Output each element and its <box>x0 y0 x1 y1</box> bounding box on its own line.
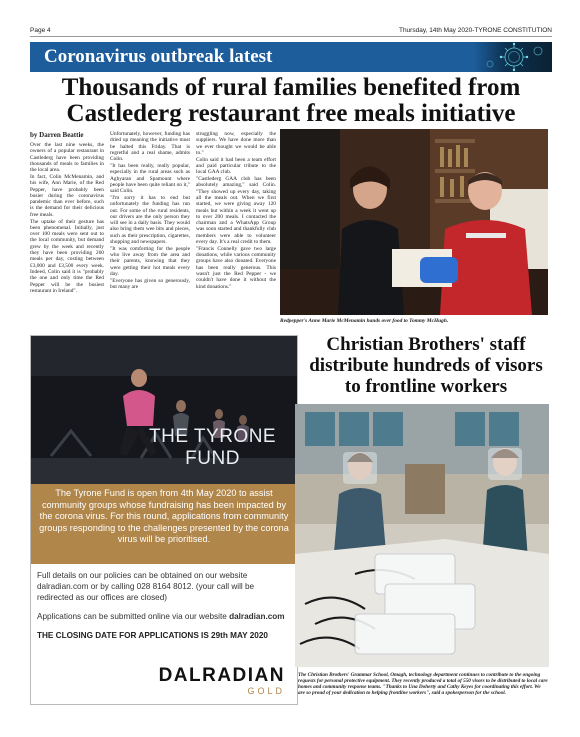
fund-title-line-1: THE TYRONE <box>149 426 277 447</box>
paragraph: "Everyone has given so generously, but many are <box>110 277 190 291</box>
paragraph: struggling now, especially the suppliers. We have done more than we ever thought we would be able to." <box>196 131 276 156</box>
gym-photo <box>31 336 297 484</box>
page-number: Page 4 <box>30 27 51 34</box>
virus-icon <box>474 42 552 72</box>
paragraph: "I'm sorry it has to end but unfortunately the funding has run out. For some of the rural residents, our drivers are the only person they will see in a daily basis. They would also bring them wee bits and pieces, such as their prescription, cigarettes, shopping and newspapers. <box>110 194 190 246</box>
restaurant-photo-caption: Redpepper's Anne Marie McMenamin hands over food to Tommy McHugh. <box>280 318 449 324</box>
fund-title-line-2: FUND <box>185 448 240 469</box>
virus-graphic <box>474 42 552 72</box>
advert-body <box>37 570 291 649</box>
paragraph: Colin said it had been a team effort and paid particular tribute to the local GAA club. <box>196 156 276 176</box>
paragraph: In fact, Colin McMenamin, and his wife, Ann Marie, of the Red Pepper, have probably been busier during the coronavirus pandemic than ever before, such is the demand for their delicious free meals. <box>30 173 104 218</box>
article-column-2 <box>110 131 190 326</box>
article-column-1 <box>30 131 104 321</box>
visors-photo-caption: The Christian Brothers' Grammar School, Omagh, technology department continues to contribute to the ongoing requests for personal protective equipment. They recently produced a total of 550 visors to be distributed to local care homes and community response teams. "Thanks to Una Doherty and Cathy Keyes for coordinating this effort. We are so proud of your dedication to helping frontline workers", said a spokesperson for the school. <box>298 672 548 696</box>
apply-text: Applications can be submitted online via our website <box>37 612 227 621</box>
details-text: Full details on our policies can be obtained on our website dalradian.com or by calling 028 8164 8012. (your call will be redirected as our offices are closed) <box>37 571 255 602</box>
paragraph: "It was comforting for the people who live away from the area and their parents, knowing that they were getting their hot meals every day. <box>110 245 190 278</box>
page-header <box>30 27 552 37</box>
second-headline: Christian Brothers' staff distribute hundreds of visors to frontline workers <box>309 334 543 397</box>
byline: by Darren Beattie <box>30 131 84 139</box>
logo-wordmark: DALRADIAN <box>158 665 285 686</box>
restaurant-photo <box>280 129 548 315</box>
fund-title <box>149 426 276 470</box>
dateline: Thursday, 14th May 2020-TYRONE CONSTITUTION <box>398 27 552 34</box>
section-banner <box>30 42 552 72</box>
logo-subword: GOLD <box>247 686 285 696</box>
paragraph: Unfortunately, however, funding has dried up meaning the initiative must be halted this Friday. That is regretful and a real shame, admits Colin. <box>110 131 190 163</box>
restaurant-photo-image <box>280 129 548 315</box>
section-title: Coronavirus outbreak latest <box>44 46 273 67</box>
article-column-3 <box>196 131 276 326</box>
visors-photo-image <box>295 404 549 667</box>
paragraph: The uptake of their gesture has been phenomenal. Initially, just over 100 meals were sent out to the local community, but demand grew by the week and recently they have been providing 260 meals per day, costing between £3,000 and £3,500 every week. Indeed, Colin said it is "probably the one and only time the Red Pepper will be the busiest restaurant in Ireland". <box>30 218 104 294</box>
dalradian-logo <box>159 666 285 696</box>
fund-announcement: The Tyrone Fund is open from 4th May 2020 to assist community groups whose fundraising has been impacted by the corona virus. For this round, applications from community groups responding to the challenges presented by the corona virus will be prioritised. <box>31 484 297 564</box>
paragraph: Over the last nine weeks, the owners of a popular restaurant in Castlederg have been providing thousands of meals to families in the local area. <box>30 142 104 174</box>
paragraph: "Castlederg GAA club has been absolutely amazing," said Colin. "They showed up every day, taking all the meals out. When we first started, we were giving away 120 meals but within a week it went up to over 200 meals. I contacted the chairman and a WhatsApp Group was soon started and thankfully club members were able to volunteer every day. It's a real credit to them. <box>196 176 276 246</box>
paragraph: "Francis Connelly gave two large donations, while various community groups have also donated. Everyone has been really generous. This wasn't just the Red Pepper - we couldn't have done it without the kind donations." <box>196 245 276 290</box>
closing-date: THE CLOSING DATE FOR APPLICATIONS IS 29th MAY 2020 <box>37 631 268 640</box>
paragraph: "It has been really, really popular, especially in the rural areas such as Aghyaran and Spamount where people have been quite reliant on it," said Colin. <box>110 162 190 195</box>
apply-website-link[interactable]: dalradian.com <box>229 612 285 621</box>
visors-photo <box>295 404 549 667</box>
tyrone-fund-advert <box>30 335 298 705</box>
main-headline: Thousands of rural families benefited from Castlederg restaurant free meals initiative <box>61 74 521 127</box>
